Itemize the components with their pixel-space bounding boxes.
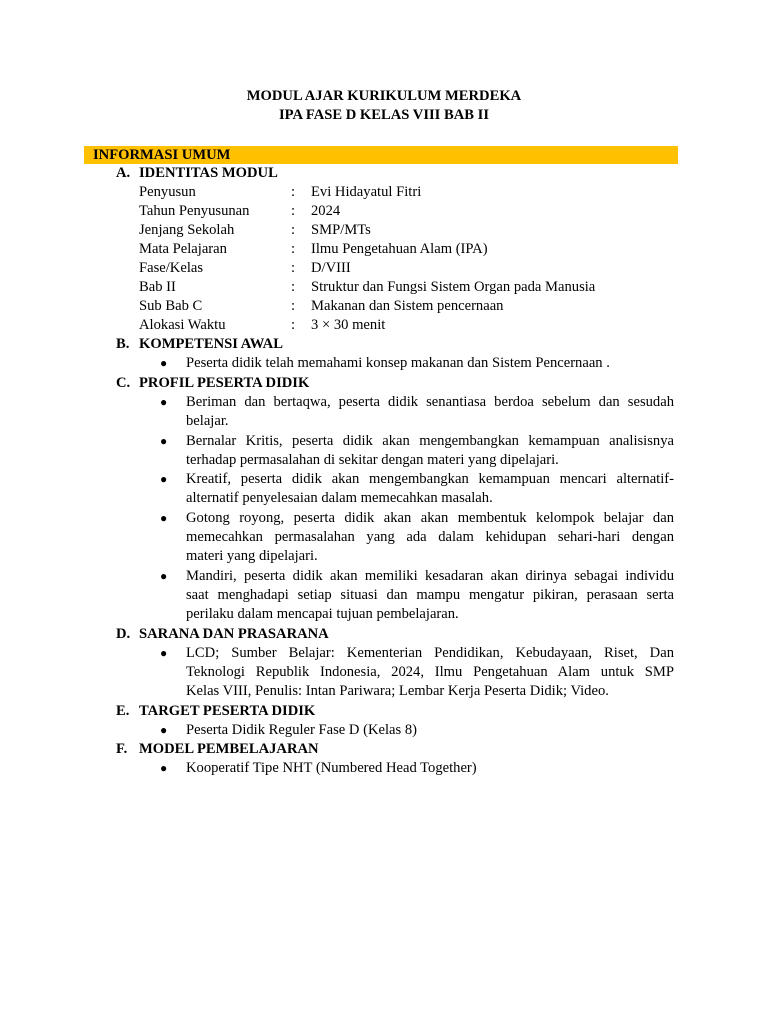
bullet-icon: ● (160, 356, 168, 370)
section-letter: C. (116, 375, 131, 391)
identity-key: Fase/Kelas (139, 260, 204, 276)
section-e-heading (116, 702, 315, 721)
list-item-text: Teknologi Republik Indonesia, 2024, Ilmu Pengetahuan Alam untuk SMP (186, 664, 674, 681)
list-item-text: Kreatif, peserta didik akan mengembangkan kemampuan mencari alternatif- (186, 471, 674, 487)
identity-colon: : (291, 203, 296, 219)
identity-colon: : (291, 222, 296, 238)
identity-value: Struktur dan Fungsi Sistem Organ pada Manusia (311, 279, 596, 295)
list-item-text: terhadap permasalahan di sekitar dengan materi yang dipelajari. (186, 452, 559, 469)
identity-colon: : (291, 241, 296, 257)
section-a-heading (116, 164, 278, 183)
identity-key: Jenjang Sekolah (139, 222, 235, 238)
list-item-text: Peserta Didik Reguler Fase D (Kelas 8) (186, 722, 418, 738)
bullet-icon: ● (160, 761, 168, 775)
bullet-icon: ● (160, 511, 168, 525)
section-title: PROFIL PESERTA DIDIK (139, 375, 310, 391)
list-item-text: perilaku dalam mencapai tujuan pembelajaran. (186, 606, 459, 623)
section-letter: D. (116, 626, 131, 642)
identity-value: 2024 (311, 203, 341, 219)
section-title: IDENTITAS MODUL (139, 165, 278, 181)
list-item-text: Peserta didik telah memahami konsep makanan dan Sistem Pencernaan . (186, 355, 610, 371)
identity-value: D/VIII (311, 260, 351, 276)
list-item-text: LCD; Sumber Belajar: Kementerian Pendidikan, Kebudayaan, Riset, Dan (186, 645, 674, 661)
identity-key: Bab II (139, 279, 176, 295)
document-subtitle: IPA FASE D KELAS VIII BAB II (278, 107, 490, 123)
list-item-text: belajar. (186, 413, 229, 430)
section-letter: E. (116, 703, 130, 719)
list-item-text: Gotong royong, peserta didik akan akan membentuk kelompok belajar dan (186, 510, 674, 526)
section-letter: F. (116, 741, 128, 757)
identity-key: Tahun Penyusunan (139, 203, 250, 219)
identity-colon: : (291, 279, 296, 295)
list-item-text: Kelas VIII, Penulis: Intan Pariwara; Lembar Kerja Peserta Didik; Video. (186, 683, 609, 700)
section-title: TARGET PESERTA DIDIK (139, 703, 316, 719)
list-item-text: Beriman dan bertaqwa, peserta didik senantiasa berdoa sebelum dan sesudah (186, 394, 674, 410)
section-bar-informasi-umum (84, 146, 678, 164)
section-title: MODEL PEMBELAJARAN (139, 741, 319, 757)
section-bar-label: INFORMASI UMUM (93, 147, 231, 163)
list-item-text: Kooperatif Tipe NHT (Numbered Head Together) (186, 760, 477, 776)
identity-colon: : (291, 317, 296, 333)
bullet-icon: ● (160, 395, 168, 409)
list-item-text: memecahkan permasalahan yang ada dalam kehidupan sehari-hari dengan (186, 529, 674, 546)
section-title: SARANA DAN PRASARANA (139, 626, 329, 642)
bullet-icon: ● (160, 472, 168, 486)
bullet-icon: ● (160, 434, 168, 448)
identity-key: Alokasi Waktu (139, 317, 226, 333)
identity-value: 3 × 30 menit (311, 317, 386, 333)
bullet-icon: ● (160, 723, 168, 737)
identity-value: Makanan dan Sistem pencernaan (311, 298, 504, 314)
bullet-icon: ● (160, 569, 168, 583)
section-b-heading (116, 335, 283, 354)
section-f-heading (116, 740, 319, 759)
identity-value: Ilmu Pengetahuan Alam (IPA) (311, 241, 488, 257)
document-title: MODUL AJAR KURIKULUM MERDEKA (246, 88, 522, 104)
identity-key: Penyusun (139, 184, 196, 200)
bullet-icon: ● (160, 646, 168, 660)
list-item-text: Mandiri, peserta didik akan memiliki kesadaran akan dirinya sebagai individu (186, 568, 674, 584)
identity-key: Mata Pelajaran (139, 241, 227, 257)
section-letter: B. (116, 336, 130, 352)
section-c-heading (116, 374, 309, 393)
list-item-text: Bernalar Kritis, peserta didik akan mengembangkan kemampuan analisisnya (186, 433, 674, 449)
identity-value: SMP/MTs (311, 222, 371, 238)
section-title: KOMPETENSI AWAL (139, 336, 283, 352)
list-item-text: alternatif penyelesaian dalam memecahkan masalah. (186, 490, 493, 507)
identity-colon: : (291, 184, 296, 200)
section-letter: A. (116, 165, 131, 181)
identity-value: Evi Hidayatul Fitri (311, 184, 422, 200)
list-item-text: materi yang dipelajari. (186, 548, 318, 565)
list-item-text: saat menghadapi setiap situasi dan mampu mengatur pikiran, perasaan serta (186, 587, 674, 604)
identity-colon: : (291, 260, 296, 276)
section-d-heading (116, 625, 329, 644)
identity-colon: : (291, 298, 296, 314)
identity-key: Sub Bab C (139, 298, 203, 314)
